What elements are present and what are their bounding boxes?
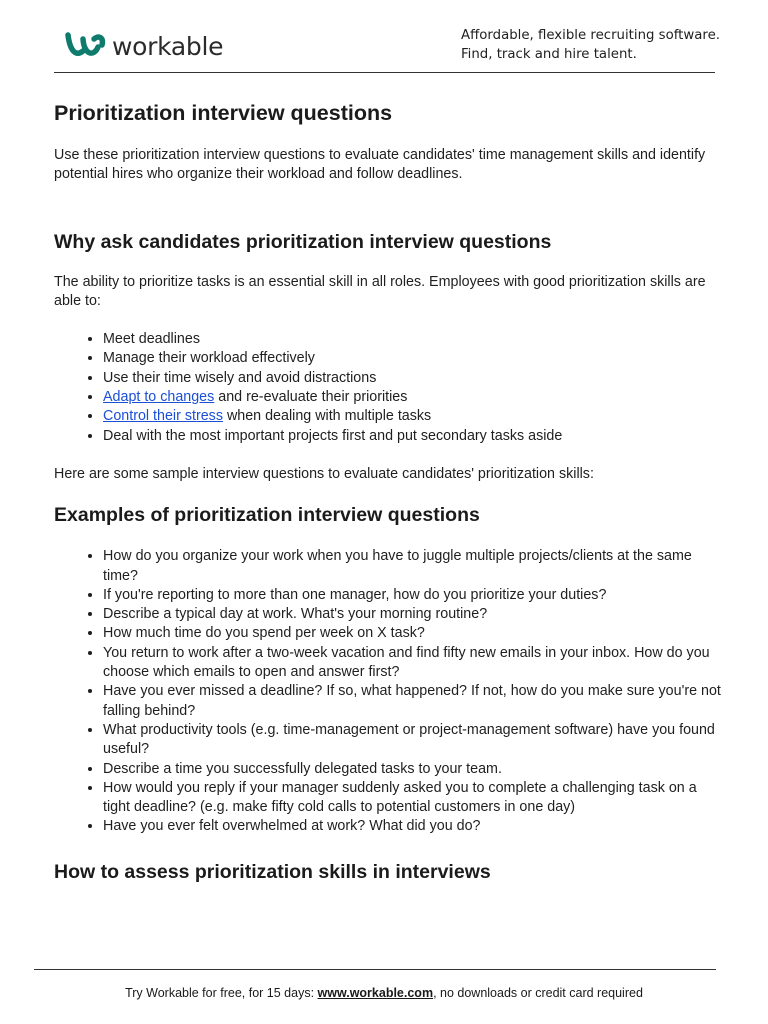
adapt-to-changes-link[interactable]: Adapt to changes xyxy=(103,389,215,406)
question-item: • You return to work after a two-week vacation and find fifty new emails in your inbox. How do you choose which emails to open and answer first? xyxy=(103,644,724,683)
workable-w-icon xyxy=(64,29,110,63)
questions-list xyxy=(54,547,724,836)
question-item: • How would you reply if your manager suddenly asked you to complete a challenging task on a tight deadline? (e.g. make fifty cold calls to potential customers in one day) xyxy=(103,779,724,818)
header-divider xyxy=(54,72,715,73)
question-item: • Describe a typical day at work. What's your morning routine? xyxy=(103,605,724,624)
list-item: • Deal with the most important projects first and put secondary tasks aside xyxy=(103,427,724,446)
workable-logo[interactable] xyxy=(64,26,223,66)
page-title: Prioritization interview questions xyxy=(54,101,393,125)
question-item: • How much time do you spend per week on X task? xyxy=(103,624,724,643)
list-item: • Use their time wisely and avoid distractions xyxy=(103,369,724,388)
list-item xyxy=(103,407,724,426)
footer-divider xyxy=(34,969,716,970)
question-item: • Have you ever felt overwhelmed at work? What did you do? xyxy=(103,817,724,836)
intro-paragraph: Use these prioritization interview questions to evaluate candidates' time management skills and identify potential hires who organize their workload and follow deadlines. xyxy=(54,147,706,183)
list-item-text: and re-evaluate their priorities xyxy=(214,389,408,406)
control-their-stress-link[interactable]: Control their stress xyxy=(103,408,223,425)
document-body xyxy=(54,96,724,887)
question-item: • What productivity tools (e.g. time-management or project-management software) have you found useful? xyxy=(103,721,724,760)
footer-prefix: Try Workable for free, for 15 days: xyxy=(125,986,318,1000)
list-item: • Manage their workload effectively xyxy=(103,349,724,368)
question-item: • If you're reporting to more than one manager, how do you prioritize your duties? xyxy=(103,586,724,605)
question-item: • Describe a time you successfully delegated tasks to your team. xyxy=(103,760,724,779)
tagline-line-1: Affordable, flexible recruiting software. xyxy=(461,28,720,43)
page-header xyxy=(0,0,768,74)
question-item: • How do you organize your work when you have to juggle multiple projects/clients at the same time? xyxy=(103,547,724,586)
examples-heading: Examples of prioritization interview questions xyxy=(54,504,480,527)
assess-heading: How to assess prioritization skills in interviews xyxy=(54,860,491,883)
page-footer xyxy=(0,986,768,1000)
tagline-line-2: Find, track and hire talent. xyxy=(461,47,637,62)
logo-wordmark: workable xyxy=(112,31,224,61)
skills-list xyxy=(54,330,724,446)
why-heading: Why ask candidates prioritization interview questions xyxy=(54,230,552,253)
why-lead-paragraph: The ability to prioritize tasks is an essential skill in all roles. Employees with good prioritization skills are able to: xyxy=(54,273,706,309)
list-item xyxy=(103,388,724,407)
list-item: • Meet deadlines xyxy=(103,330,724,349)
header-tagline xyxy=(461,26,720,64)
footer-suffix: , no downloads or credit card required xyxy=(433,986,643,1000)
why-outro-paragraph: Here are some sample interview questions to evaluate candidates' prioritization skills: xyxy=(54,465,594,482)
question-item: • Have you ever missed a deadline? If so, what happened? If not, how do you make sure you're not falling behind? xyxy=(103,682,724,721)
workable-site-link[interactable]: www.workable.com xyxy=(317,986,434,1000)
list-item-text: when dealing with multiple tasks xyxy=(222,408,432,425)
